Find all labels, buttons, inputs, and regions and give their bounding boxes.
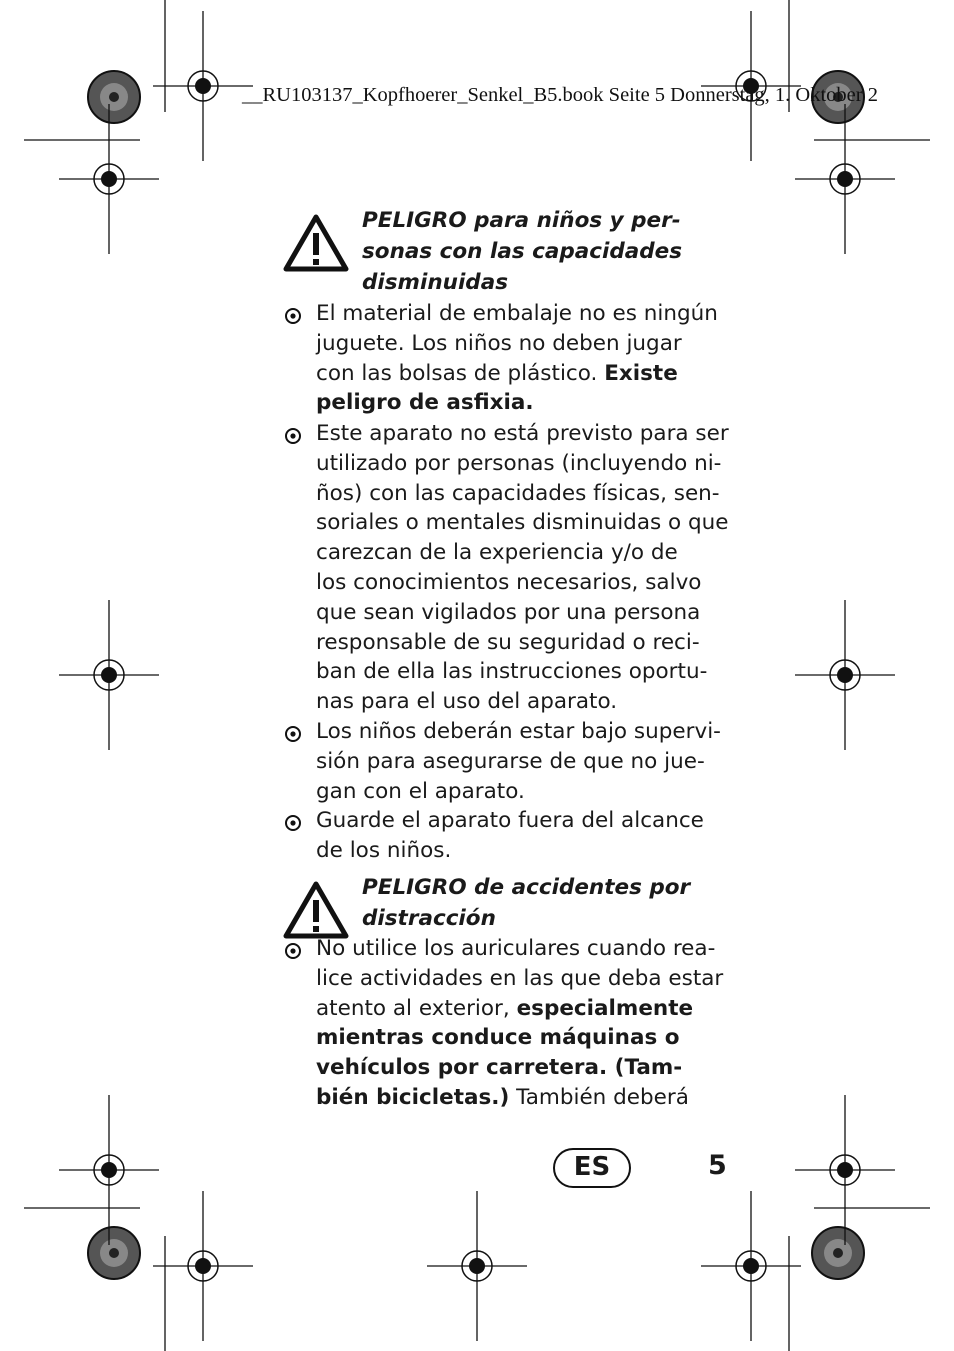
bullet-target-icon (284, 427, 302, 445)
bullet-target-icon (284, 307, 302, 325)
warning-title: PELIGRO de accidentes por distracción (362, 875, 691, 931)
bullet-target-icon (284, 942, 302, 960)
warning-triangle-icon (282, 213, 350, 273)
list-item-text: No utilice los auriculares cuando rea- lice actividades en las que deba estar atento al exterior, especialmente mientras conduce máquinas o vehículos por carretera. (Tam- bién bicicletas.) También deberá (316, 936, 724, 1110)
warning-triangle-icon (282, 880, 350, 940)
language-badge: ES (553, 1148, 631, 1188)
print-file-header: __RU103137_Kopfhoerer_Senkel_B5.book Seite 5 Donnerstag, 1. Oktober 2 (242, 84, 878, 106)
warning-title: PELIGRO para niños y per- sonas con las capacidades disminuidas (362, 208, 683, 295)
list-item-text: El material de embalaje no es ningún juguete. Los niños no deben jugar con las bolsas de plástico. Existe peligro de asfixia. (316, 301, 718, 416)
page-number: 5 (708, 1150, 727, 1181)
list-item-text: Los niños deberán estar bajo supervi- sión para asegurarse de que no jue- gan con el aparato. (316, 719, 721, 804)
list-item-text: Guarde el aparato fuera del alcance de los niños. (316, 808, 704, 863)
bullet-target-icon (284, 725, 302, 743)
list-item-text: Este aparato no está previsto para ser utilizado por personas (incluyendo ni- ños) con las capacidades físicas, sen- soriales o mentales disminuidas o que carezcan de la experiencia y/o de los conocimientos necesarios, salvo que sean vigilados por una persona responsable de su seguridad o reci- ban de ella las instrucciones oportu- nas para el uso del aparato. (316, 421, 729, 715)
bullet-target-icon (284, 814, 302, 832)
